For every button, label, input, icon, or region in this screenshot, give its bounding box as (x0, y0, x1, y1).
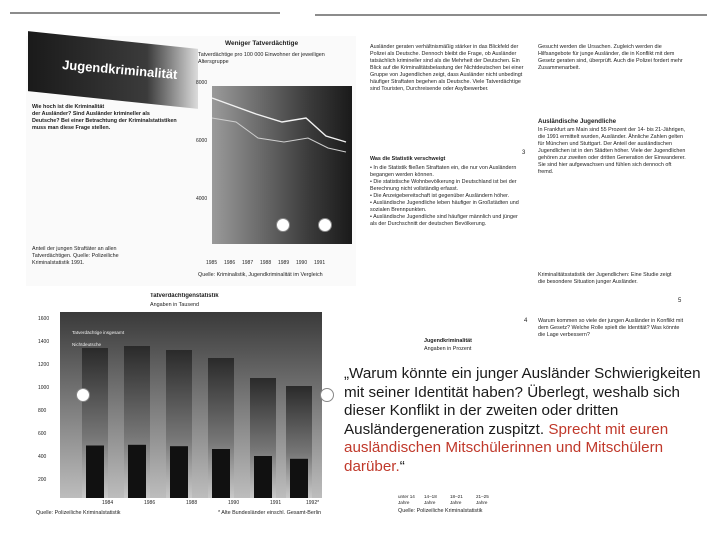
chart-top-xtick-2: 1986 (224, 260, 236, 266)
punch-hole-dot (318, 218, 332, 232)
right-top-text: Gesucht werden die Ursachen. Zugleich werden die Hilfsangebote für junge Ausländer, die in Konflikt mit dem Gesetz geraten sind, überprüft. Auch die Polizei fordert mehr Zusammenarbeit. (538, 44, 685, 71)
chart-bottom-xtick: 1990 (228, 500, 240, 506)
chart-top-ytick-3: 4000 (196, 196, 208, 202)
chart-bottom-legend-1: Tatverdächtige insgesamt (72, 330, 125, 335)
chart-bottom-ytick: 1600 (38, 316, 50, 322)
chart-bottom-bar-foreign (128, 445, 146, 498)
right-page-marker: 5 (678, 298, 682, 304)
chart-bottom-xtick: 1986 (144, 500, 156, 506)
chart-bottom-ytick: 600 (38, 431, 47, 437)
chart-top-xtick-7: 1991 (314, 260, 326, 266)
middle-list-text: • In die Statistik fließen Straftaten ein, die nur von Ausländern begangen werden können. • Die statistische Wohnbevölkerung in Deutschland ist bei der Berechnung nicht vollständig erfasst. • Die Anzeigebereitschaft ist gegenüber Ausländern höher. • Ausländische Jugendliche leben häufiger in Großstädten und sozialen Brennpunkten. • Ausländische Jugendliche sind häufiger männlich und jünger als der Durchschnitt der deutschen Bevölkerung. (370, 165, 519, 227)
middle-page-marker: 3 (522, 150, 526, 156)
caption-instruction: Sprecht mit euren ausländischen Mitschülerinnen und Mitschülern darüber. (344, 420, 669, 475)
right-body-text: In Frankfurt am Main sind 55 Prozent der 14- bis 21-Jährigen, die 1991 ermittelt wurden, Ausländer. Ähnliche Zahlen gelten für München und Stuttgart. Der Anteil der ausländischen Jugendlichen ist in den Städten höher. Viele der Jugendlichen gehören zur zweiten oder dritten Generation der Einwanderer. Sie sind hier aufgewachsen und fühlen sich dennoch oft fremd. (538, 127, 688, 175)
chart-bottom-ytick: 1400 (38, 339, 50, 345)
caption-closing-quote: “ (399, 457, 405, 475)
chart-bottom-bar-foreign (170, 446, 188, 498)
chart-bottom-bar-foreign (254, 456, 272, 498)
chart-bottom-ytick: 200 (38, 477, 47, 483)
right-quote-text: Kriminalitätsstatistik der Jugendlichen: Eine Studie zeigt die besondere Situation junger Ausländer. (538, 272, 673, 285)
caption-question: „Warum könnte ein junger Ausländer Schwierigkeiten mit seiner Identität haben? Überlegt, weshalb sich dieser Konflikt in der zweiten oder dritten Ausländergeneration zuspitzt. (344, 365, 701, 438)
chart-bottom-xtick: 1988 (186, 500, 198, 506)
chart-bottom-xtick: 1991 (270, 500, 282, 506)
middle-page-marker-2: 4 (524, 318, 528, 324)
right-bottom-text: Warum kommen so viele der jungen Ausländer in Konflikt mit dem Gesetz? Welche Rolle spielt die Identität? Was könnte die Lage verbessern? (538, 318, 685, 338)
chart-bottom-ytick: 1200 (38, 362, 50, 368)
middle-bottom-legend-4: 21–25 Jahre (476, 494, 489, 505)
chart-bottom-subtitle: Angaben in Tausend (150, 302, 200, 308)
chart-top-xtick-1: 1985 (206, 260, 218, 266)
chart-bottom-ytick: 400 (38, 454, 47, 460)
middle-bottom-title: Jugendkriminalität (424, 338, 472, 344)
middle-bottom-source: Quelle: Polizeiliche Kriminalstatistik (398, 508, 483, 514)
chart-bottom-bar-foreign (290, 459, 308, 498)
chart-bottom-title: Tatverdächtigenstatistik (150, 293, 219, 299)
chart-top-ytick-1: 8000 (196, 80, 208, 86)
middle-bottom-sub: Angaben in Prozent (424, 346, 472, 352)
chart-top-source: Quelle: Kriminalistik, Jugendkriminalität im Vergleich (198, 272, 323, 278)
punch-hole-dot (320, 388, 334, 402)
chart-bottom-ytick: 800 (38, 408, 47, 414)
chart-top-xtick-3: 1987 (242, 260, 254, 266)
punch-hole-dot (76, 388, 90, 402)
chart-top-xtick-6: 1990 (296, 260, 308, 266)
legend-text: Anteil der jungen Straftäter an allen Tatverdächtigen. Quelle: Polizeiliche Kriminalstatistik 1991. (32, 246, 119, 266)
middle-bottom-legend-3: 18–21 Jahre (450, 494, 463, 505)
task-caption (344, 365, 712, 476)
middle-body-text: Ausländer geraten verhältnismäßig stärker in das Blickfeld der Polizei als Deutsche. Dennoch bleibt die Frage, ob Ausländer tatsächlich krimineller sind als die Mehrheit der Deutschen. Ein Blick auf die Kriminalitätsbelastung der Nichtdeutschen bei einer Gruppe von Jugendlichen zeigt, dass Ausländer nicht unbedingt häufiger Straftaten begehen als Deutsche. Viele Tatverdächtige sind Touristen, Durchreisende oder Asylbewerber. (370, 44, 525, 92)
chart-top-title: Weniger Tatverdächtige (225, 40, 299, 47)
right-heading: Ausländische Jugendliche (538, 118, 617, 125)
punch-hole-dot (276, 218, 290, 232)
chart-bottom-xtick: 1984 (102, 500, 114, 506)
chart-bottom-bar-foreign (86, 446, 104, 499)
middle-bottom-legend-2: 14–18 Jahre (424, 494, 437, 505)
chart-bottom-ytick: 1000 (38, 385, 50, 391)
chart-bottom-bar-foreign (212, 449, 230, 498)
middle-list-heading: Was die Statistik verschweigt (370, 156, 446, 162)
chart-top-ytick-2: 6000 (196, 138, 208, 144)
chart-bottom-note: * Alte Bundesländer einschl. Gesamt-Berlin (218, 510, 322, 516)
chart-bottom-legend-2: Nichtdeutsche (72, 342, 102, 347)
middle-bottom-legend-1: unter 14 Jahre (398, 494, 415, 505)
intro-text: Wie hoch ist die Kriminalität der Ausländer? Sind Ausländer krimineller als Deutsche? Bei einer Betrachtung der Kriminalstatistiken muss man diese Frage stellen. (32, 104, 177, 131)
section-title: Jugendkriminalität (61, 56, 179, 83)
scan-edge-top-left (10, 12, 280, 14)
scan-edge-top-right (315, 14, 707, 16)
chart-top-xtick-4: 1988 (260, 260, 272, 266)
chart-top-subtitle: Tatverdächtige pro 100 000 Einwohner der jeweiligen Altersgruppe (198, 52, 326, 65)
chart-top-xtick-5: 1989 (278, 260, 290, 266)
chart-bottom-xtick: 1992* (306, 500, 320, 506)
chart-bottom-source: Quelle: Polizeiliche Kriminalstatistik (36, 510, 121, 516)
